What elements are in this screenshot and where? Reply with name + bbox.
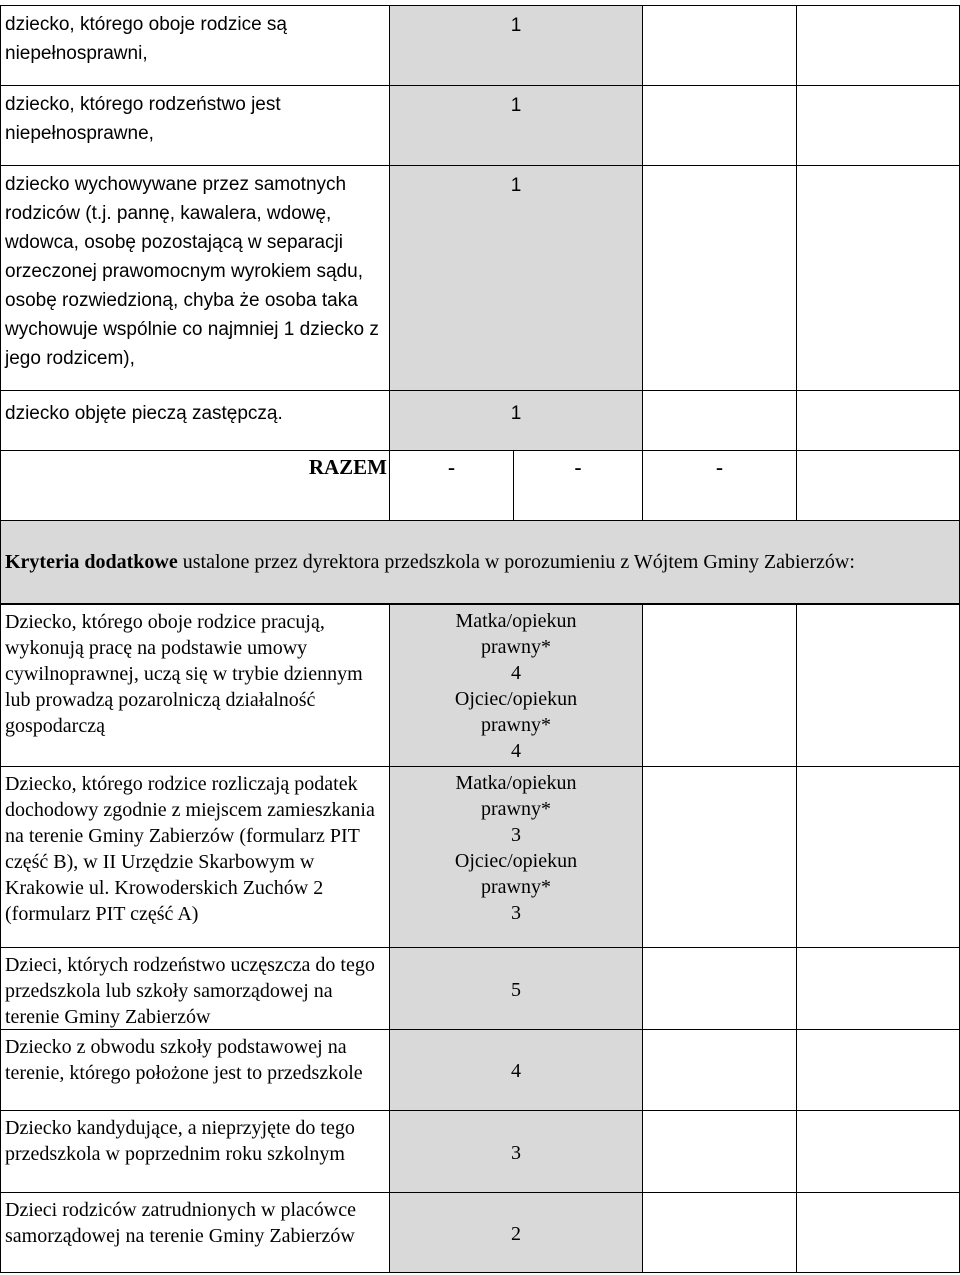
criterion-points: 1: [510, 175, 522, 196]
table-row: [0, 766, 960, 947]
criterion-points: 5: [511, 979, 521, 1001]
criterion-label: dziecko, którego rodzeństwo jest niepełnosprawne,: [5, 94, 281, 144]
input-cell[interactable]: [796, 5, 960, 85]
input-cell[interactable]: [642, 766, 796, 947]
input-cell[interactable]: [796, 947, 960, 1029]
table-row: [0, 1192, 960, 1273]
table-row: [0, 947, 960, 1029]
input-cell[interactable]: [796, 85, 960, 165]
criterion-points: 1: [510, 95, 522, 116]
table-row: [0, 165, 960, 390]
input-cell[interactable]: [642, 85, 796, 165]
input-cell[interactable]: [642, 390, 796, 450]
criterion-label: Dzieci rodziców zatrudnionych w placówce samorządowej na terenie Gminy Zabierzów: [5, 1199, 356, 1247]
criterion-label: Dziecko, którego rodzice rozliczają podatek dochodowy zgodnie z miejscem zamieszkania na terenie Gminy Zabierzów (formularz PIT część B), w II Urzędzie Skarbowym w Krakowie ul. Krowoderskich Zuchów 2 (formularz PIT część A): [5, 773, 375, 925]
input-cell[interactable]: [642, 947, 796, 1029]
criterion-label: Dziecko z obwodu szkoły podstawowej na terenie, którego położone jest to przedszkole: [5, 1036, 363, 1084]
input-cell[interactable]: [796, 766, 960, 947]
input-cell[interactable]: [796, 1110, 960, 1192]
input-cell[interactable]: [796, 1192, 960, 1273]
table-bottom-border: [0, 1272, 960, 1273]
input-cell[interactable]: [642, 165, 796, 390]
criterion-points: Matka/opiekun prawny* 3 Ojciec/opiekun prawny* 3: [454, 772, 578, 924]
criterion-label: Dzieci, których rodzeństwo uczęszcza do tego przedszkola lub szkoły samorządowej na terenie Gminy Zabierzów: [5, 954, 375, 1028]
total-dash: -: [448, 455, 455, 479]
total-row: [0, 450, 960, 520]
table-row: [0, 390, 960, 450]
input-cell[interactable]: [642, 604, 796, 766]
table-row: [0, 5, 960, 85]
total-dash: -: [574, 455, 582, 479]
table-row: [0, 85, 960, 165]
banner-bold: Kryteria dodatkowe: [5, 551, 178, 573]
input-cell[interactable]: [642, 1110, 796, 1192]
input-cell[interactable]: [642, 1029, 796, 1110]
criterion-points: 4: [511, 1060, 521, 1082]
criterion-points: Matka/opiekun prawny* 4 Ojciec/opiekun prawny* 4: [454, 610, 578, 762]
total-dash: -: [716, 455, 723, 479]
total-cell[interactable]: [796, 450, 960, 520]
table-row: [0, 1110, 960, 1192]
table-row: [0, 604, 960, 766]
additional-criteria-header: [0, 520, 960, 604]
table-row: [0, 1029, 960, 1110]
criterion-points: 3: [511, 1142, 521, 1164]
input-cell[interactable]: [642, 1192, 796, 1273]
criterion-label: Dziecko, którego oboje rodzice pracują, wykonują pracę na podstawie umowy cywilnoprawnej, uczą się w trybie dziennym lub prowadzą pozarolniczą działalność gospodarczą: [5, 611, 363, 737]
criterion-points: 2: [511, 1223, 521, 1245]
input-cell[interactable]: [796, 604, 960, 766]
criterion-label: dziecko wychowywane przez samotnych rodziców (t.j. pannę, kawalera, wdowę, wdowca, osobę pozostającą w separacji orzeczonej prawomocnym wyrokiem sądu, osobę rozwiedzioną, chyba że osoba taka wychowuje wspólnie co najmniej 1 dziecko z jego rodzicem),: [5, 174, 379, 369]
input-cell[interactable]: [796, 1029, 960, 1110]
total-label: RAZEM: [308, 455, 387, 479]
input-cell[interactable]: [796, 165, 960, 390]
criterion-points: 1: [510, 15, 522, 36]
input-cell[interactable]: [642, 5, 796, 85]
banner-text: ustalone przez dyrektora przedszkola w porozumieniu z Wójtem Gminy Zabierzów:: [177, 551, 855, 573]
input-cell[interactable]: [796, 390, 960, 450]
criterion-label: dziecko, którego oboje rodzice są niepełnosprawni,: [5, 14, 287, 64]
criterion-label: Dziecko kandydujące, a nieprzyjęte do tego przedszkola w poprzednim roku szkolnym: [5, 1117, 355, 1165]
criterion-label: dziecko objęte pieczą zastępczą.: [5, 403, 283, 424]
criterion-points: 1: [510, 403, 522, 424]
